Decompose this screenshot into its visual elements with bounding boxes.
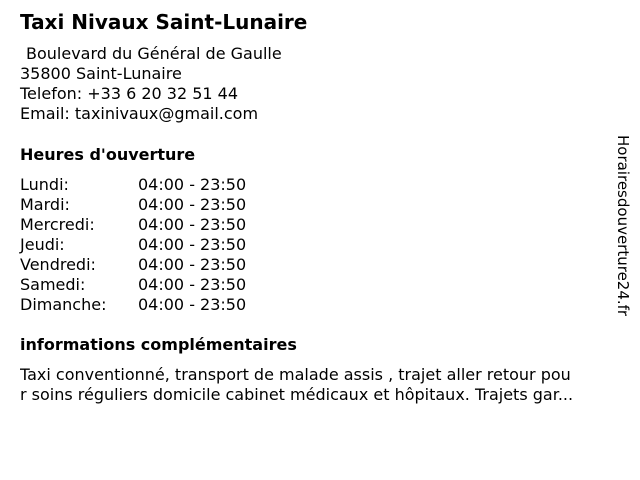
city-postcode: 35800 Saint-Lunaire <box>20 64 182 83</box>
additional-info-heading: informations complémentaires <box>20 335 297 354</box>
address-block <box>20 44 282 124</box>
day-label: Mercredi: <box>20 215 95 234</box>
time-range: 04:00 - 23:50 <box>138 255 247 274</box>
time-range: 04:00 - 23:50 <box>138 215 247 234</box>
hours-row-monday <box>20 175 246 195</box>
opening-hours-table <box>20 175 246 315</box>
time-range: 04:00 - 23:50 <box>138 275 247 294</box>
day-label: Samedi: <box>20 275 86 294</box>
email-address: Email: taxinivaux@gmail.com <box>20 104 259 123</box>
hours-row-thursday <box>20 235 246 255</box>
business-name: Taxi Nivaux Saint-Lunaire <box>20 10 308 34</box>
day-label: Dimanche: <box>20 295 107 314</box>
time-range: 04:00 - 23:50 <box>138 195 247 214</box>
info-line: r soins réguliers domicile cabinet médicaux et hôpitaux. Trajets gar... <box>20 385 574 404</box>
day-label: Lundi: <box>20 175 69 194</box>
hours-row-saturday <box>20 275 246 295</box>
day-label: Mardi: <box>20 195 70 214</box>
hours-row-friday <box>20 255 246 275</box>
street-address: Boulevard du Général de Gaulle <box>26 44 282 63</box>
time-range: 04:00 - 23:50 <box>138 175 247 194</box>
day-label: Vendredi: <box>20 255 96 274</box>
phone-number: Telefon: +33 6 20 32 51 44 <box>20 84 239 103</box>
time-range: 04:00 - 23:50 <box>138 295 247 314</box>
hours-row-sunday <box>20 295 246 315</box>
hours-row-tuesday <box>20 195 246 215</box>
hours-row-wednesday <box>20 215 246 235</box>
opening-hours-heading: Heures d'ouverture <box>20 145 196 164</box>
time-range: 04:00 - 23:50 <box>138 235 247 254</box>
day-label: Jeudi: <box>20 235 65 254</box>
info-line: Taxi conventionné, transport de malade assis , trajet aller retour pou <box>20 365 571 384</box>
site-watermark: Horairesdouverture24.fr <box>614 135 632 317</box>
additional-info-text <box>20 365 620 405</box>
